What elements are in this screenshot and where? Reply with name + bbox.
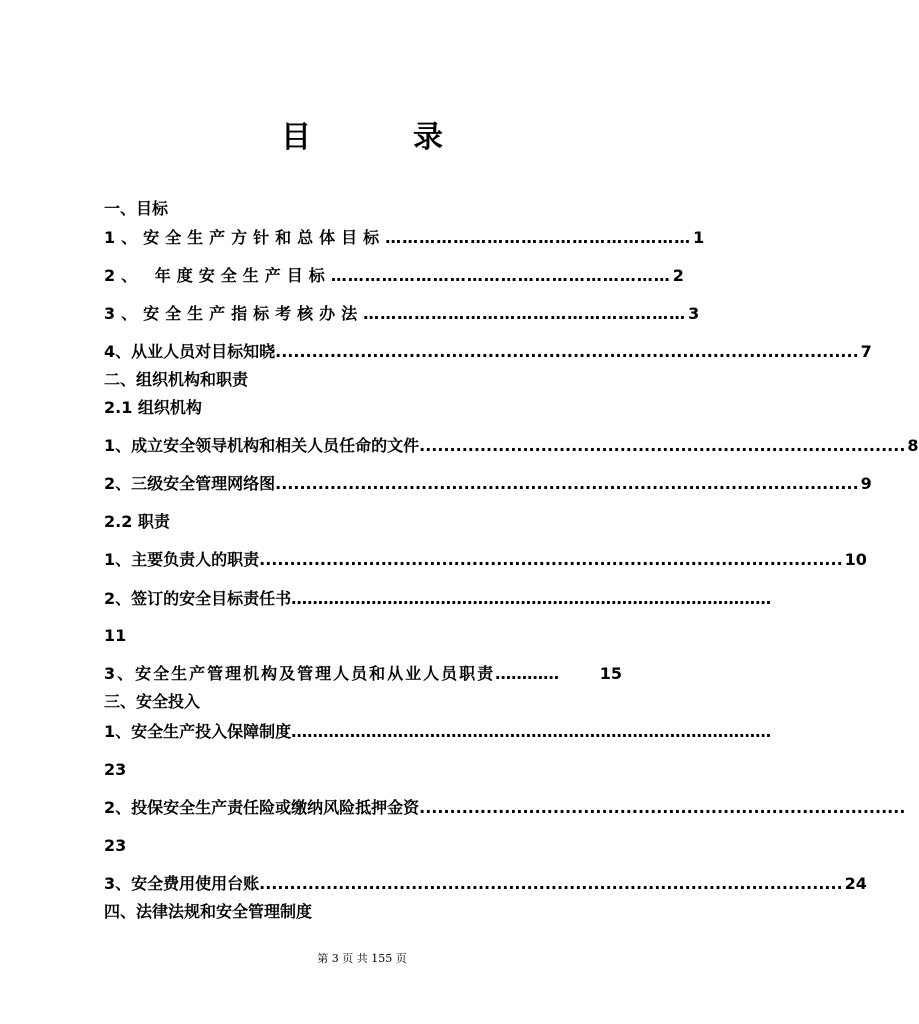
toc-entry-label: 2、三级安全管理网络图 bbox=[104, 474, 276, 493]
toc-section-heading bbox=[104, 199, 622, 219]
toc-page-number-wrapped bbox=[104, 836, 622, 856]
toc-page-number: 23 bbox=[104, 760, 127, 779]
toc-entry-label: 2、投保安全生产责任险或缴纳风险抵押金资 bbox=[104, 798, 420, 817]
toc-page-number: 15 bbox=[599, 664, 622, 683]
toc-entry-label: 3、安全生产指标考核办法 bbox=[104, 304, 364, 323]
toc-subsection-heading bbox=[104, 512, 622, 532]
toc-section-heading bbox=[104, 902, 622, 922]
toc-entry[interactable] bbox=[104, 228, 705, 248]
toc-page-number: 11 bbox=[104, 626, 127, 645]
toc-entry[interactable] bbox=[104, 550, 867, 570]
toc-page-number: 24 bbox=[844, 874, 867, 893]
toc-leader-dots: ................................................................................................ bbox=[259, 874, 843, 893]
toc-entry[interactable] bbox=[104, 342, 872, 362]
toc-leader-dots: ................................................................................ bbox=[419, 798, 906, 817]
toc-page-number-wrapped bbox=[104, 760, 622, 780]
toc-entry[interactable] bbox=[104, 798, 906, 818]
toc-page-number-wrapped bbox=[104, 626, 622, 646]
toc-entry-label: 1、成立安全领导机构和相关人员任命的文件 bbox=[104, 436, 420, 455]
toc-entry-label: 1、安全生产方针和总体目标 bbox=[104, 228, 386, 247]
toc-leader-dots: ................................................................................................ bbox=[275, 474, 859, 493]
toc-leader-dots: …………………………………………………… bbox=[330, 266, 671, 285]
toc-leader-dots: ................................................................................ bbox=[419, 436, 906, 455]
toc-page-number: 2 bbox=[672, 266, 684, 285]
toc-leader-dots: ………… bbox=[495, 664, 560, 683]
toc-entry[interactable] bbox=[104, 474, 872, 494]
toc-leader-dots: ................................................................................................ bbox=[259, 550, 843, 569]
toc-page-number: 7 bbox=[860, 342, 872, 361]
toc-page-number: 23 bbox=[104, 836, 127, 855]
toc-heading-label: 四、法律法规和安全管理制度 bbox=[104, 902, 313, 921]
toc-heading-label: 2.2 职责 bbox=[104, 512, 170, 531]
toc-entry-label: 2、签订的安全目标责任书 bbox=[104, 589, 292, 608]
toc-entry[interactable] bbox=[104, 304, 700, 324]
toc-entry-label: 2、 年度安全生产目标 bbox=[104, 266, 331, 285]
toc-page-number: 1 bbox=[693, 228, 705, 247]
page-footer: 第 3 页 共 155 页 bbox=[317, 952, 407, 965]
toc-page-number: 3 bbox=[688, 304, 700, 323]
page-title: 目 录 bbox=[281, 120, 479, 155]
toc-entry[interactable] bbox=[104, 589, 772, 609]
toc-subsection-heading bbox=[104, 398, 622, 418]
toc-leader-dots: ……………………………………………………………………………… bbox=[291, 589, 772, 608]
toc-page-number: 8 bbox=[907, 436, 919, 455]
toc-entry-label: 1、主要负责人的职责 bbox=[104, 550, 260, 569]
toc-leader-dots: ……………………………………………… bbox=[385, 228, 692, 247]
toc-leader-dots: ................................................................................................ bbox=[275, 342, 859, 361]
toc-page-number: 10 bbox=[844, 550, 867, 569]
toc-heading-label: 三、安全投入 bbox=[104, 692, 201, 711]
toc-heading-label: 二、组织机构和职责 bbox=[104, 370, 249, 389]
toc-entry-label: 4、从业人员对目标知晓 bbox=[104, 342, 276, 361]
toc-entry-label: 3、安全费用使用台账 bbox=[104, 874, 260, 893]
toc-entry[interactable] bbox=[104, 266, 684, 286]
toc-entry[interactable] bbox=[104, 664, 622, 684]
toc-leader-dots: ………………………………………………… bbox=[363, 304, 687, 323]
toc-entry[interactable] bbox=[104, 722, 772, 742]
toc-entry-label: 1、安全生产投入保障制度 bbox=[104, 722, 292, 741]
toc-entry[interactable] bbox=[104, 436, 919, 456]
toc-page-number: 9 bbox=[860, 474, 872, 493]
toc-leader-dots: ……………………………………………………………………………… bbox=[291, 722, 772, 741]
toc-heading-label: 一、目标 bbox=[104, 199, 169, 218]
toc-heading-label: 2.1 组织机构 bbox=[104, 398, 202, 417]
toc-entry[interactable] bbox=[104, 874, 867, 894]
toc-section-heading bbox=[104, 370, 622, 390]
toc-section-heading bbox=[104, 692, 622, 712]
toc-entry-label: 3、安全生产管理机构及管理人员和从业人员职责 bbox=[104, 664, 496, 683]
